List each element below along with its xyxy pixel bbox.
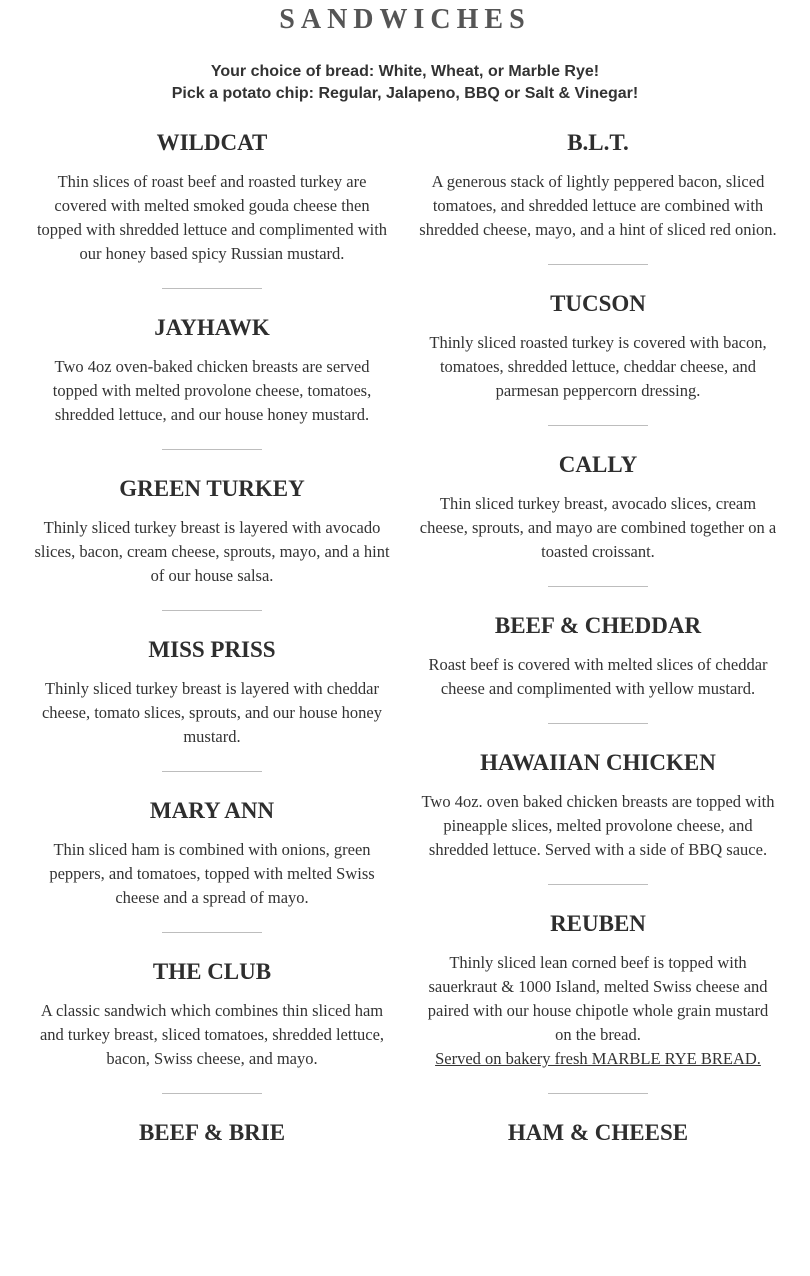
item-title: THE CLUB [152,959,272,984]
menu-item-mary-ann [32,794,392,910]
item-title: B.L.T. [567,130,629,155]
left-menu-column [32,126,392,1160]
item-description [418,951,778,1071]
item-description: Thinly sliced roasted turkey is covered with bacon, tomatoes, shredded lettuce, cheddar cheese, and parmesan peppercorn dressing. [429,333,767,400]
item-description: Thin sliced turkey breast, avocado slices, cream cheese, sprouts, and mayo are combined together on a toasted croissant. [419,494,777,561]
item-title: BEEF & CHEDDAR [494,613,702,638]
marble-rye-note: Served on bakery fresh MARBLE RYE BREAD. [435,1049,761,1068]
item-description: Two 4oz oven-baked chicken breasts are served topped with melted provolone cheese, tomatoes, shredded lettuce, and our house honey mustard. [52,357,372,424]
menu-item-ham-cheese [418,1116,778,1150]
item-description: Thin slices of roast beef and roasted turkey are covered with melted smoked gouda cheese then topped with shredded lettuce and complimented with our honey based spicy Russian mustard. [36,172,388,263]
divider [548,264,648,265]
divider [162,771,262,772]
item-description: A generous stack of lightly peppered bacon, sliced tomatoes, and shredded lettuce are combined with shredded cheese, mayo, and a hint of sliced red onion. [419,172,777,239]
menu-item-tucson [418,287,778,403]
menu-item-jayhawk [32,311,392,427]
intro [0,61,810,105]
item-title: HAWAIIAN CHICKEN [480,750,716,775]
item-title: JAYHAWK [154,315,270,340]
divider [162,610,262,611]
item-title: MARY ANN [149,798,275,823]
item-title: TUCSON [550,291,646,316]
divider [548,884,648,885]
item-title: CALLY [558,452,638,477]
menu-item-blt [418,126,778,242]
menu-item-hawaiian-chicken [418,746,778,862]
item-title: REUBEN [550,911,646,936]
divider [548,586,648,587]
divider [162,1093,262,1094]
bread-choice-text: Your choice of bread: White, Wheat, or Marble Rye! [210,63,600,80]
item-description: Two 4oz. oven baked chicken breasts are topped with pineapple slices, melted provolone cheese, and shredded lettuce. Served with a side of BBQ sauce. [421,792,775,859]
right-menu-column [418,126,778,1160]
item-title: BEEF & BRIE [138,1120,286,1145]
item-description-text: Thinly sliced lean corned beef is topped with sauerkraut & 1000 Island, melted Swiss cheese and paired with our house chipotle whole grain mustard on the bread. [427,953,769,1044]
menu-item-green-turkey [32,472,392,588]
menu-item-beef-cheddar [418,609,778,701]
item-description: Thinly sliced turkey breast is layered with avocado slices, bacon, cream cheese, sprouts, mayo, and a hint of our house salsa. [34,518,390,585]
item-title: WILDCAT [156,130,268,155]
menu-item-miss-priss [32,633,392,749]
item-description: A classic sandwich which combines thin sliced ham and turkey breast, sliced tomatoes, shredded lettuce, bacon, Swiss cheese, and mayo. [39,1001,385,1068]
item-description: Roast beef is covered with melted slices of cheddar cheese and complimented with yellow mustard. [428,655,768,698]
menu-item-the-club [32,955,392,1071]
divider [548,1093,648,1094]
divider [162,288,262,289]
menu-item-reuben [418,907,778,1071]
item-title: MISS PRISS [148,637,276,662]
menu-item-cally [418,448,778,564]
menu-item-wildcat [32,126,392,266]
chip-choice-text: Pick a potato chip: Regular, Jalapeno, BBQ or Salt & Vinegar! [171,85,639,102]
menu-item-beef-brie [32,1116,392,1150]
item-title: HAM & CHEESE [507,1120,689,1145]
divider [162,932,262,933]
divider [162,449,262,450]
divider [548,425,648,426]
divider [548,723,648,724]
page-title: SANDWICHES [279,4,531,35]
item-description: Thinly sliced turkey breast is layered with cheddar cheese, tomato slices, sprouts, and our house honey mustard. [41,679,382,746]
item-title: GREEN TURKEY [119,476,305,501]
item-description: Thin sliced ham is combined with onions, green peppers, and tomatoes, topped with melted Swiss cheese and a spread of mayo. [49,840,375,907]
